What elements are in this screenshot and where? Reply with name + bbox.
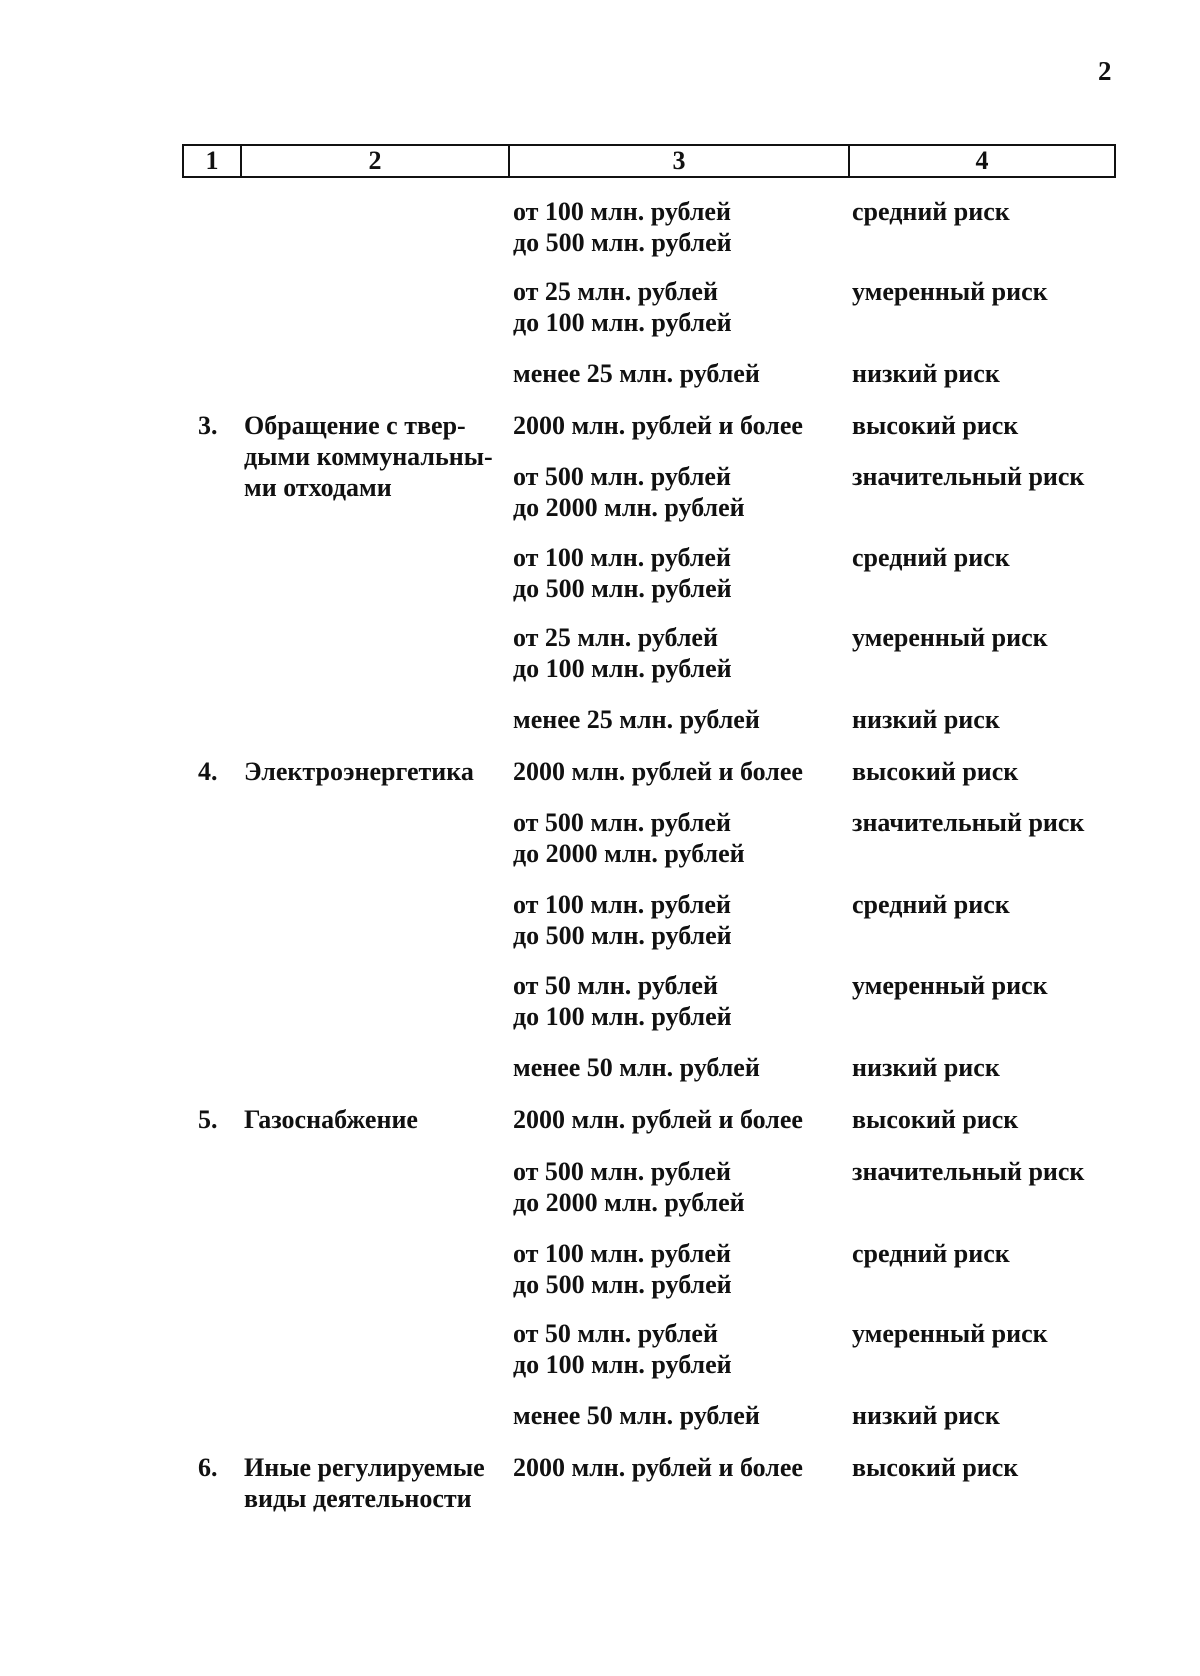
revenue-range: от 50 млн. рублей: [513, 1319, 718, 1348]
risk-category: значительный риск: [852, 808, 1085, 837]
risk-category: значительный риск: [852, 1157, 1085, 1186]
risk-category: умеренный риск: [852, 971, 1048, 1000]
risk-category: средний риск: [852, 543, 1010, 572]
activity-name: Обращение с твер-: [244, 411, 466, 440]
revenue-range: до 500 млн. рублей: [513, 921, 732, 950]
activity-name: Газоснабжение: [244, 1105, 418, 1134]
risk-category: средний риск: [852, 197, 1010, 226]
activity-name: виды деятельности: [244, 1484, 472, 1513]
header-cell-1: 1: [183, 145, 241, 177]
activity-name: ми отходами: [244, 473, 392, 502]
revenue-range: до 2000 млн. рублей: [513, 1188, 745, 1217]
revenue-range: от 25 млн. рублей: [513, 277, 718, 306]
revenue-range: от 100 млн. рублей: [513, 197, 731, 226]
revenue-range: от 500 млн. рублей: [513, 1157, 731, 1186]
risk-category: высокий риск: [852, 757, 1019, 786]
revenue-range: менее 50 млн. рублей: [513, 1401, 760, 1430]
risk-category: умеренный риск: [852, 623, 1048, 652]
revenue-range: от 100 млн. рублей: [513, 1239, 731, 1268]
activity-name: дыми коммунальны-: [244, 442, 493, 471]
revenue-range: от 100 млн. рублей: [513, 890, 731, 919]
revenue-range: до 500 млн. рублей: [513, 228, 732, 257]
revenue-range: 2000 млн. рублей и более: [513, 757, 803, 786]
revenue-range: от 100 млн. рублей: [513, 543, 731, 572]
revenue-range: от 500 млн. рублей: [513, 808, 731, 837]
revenue-range: менее 25 млн. рублей: [513, 359, 760, 388]
header-cell-3: 3: [509, 145, 849, 177]
revenue-range: до 100 млн. рублей: [513, 1002, 732, 1031]
revenue-range: 2000 млн. рублей и более: [513, 1105, 803, 1134]
risk-category: значительный риск: [852, 462, 1085, 491]
header-cell-4: 4: [849, 145, 1115, 177]
revenue-range: от 25 млн. рублей: [513, 623, 718, 652]
risk-category: низкий риск: [852, 1053, 1000, 1082]
risk-category: высокий риск: [852, 411, 1019, 440]
revenue-range: до 100 млн. рублей: [513, 1350, 732, 1379]
activity-name: Иные регулируемые: [244, 1453, 485, 1482]
revenue-range: от 50 млн. рублей: [513, 971, 718, 1000]
risk-category: низкий риск: [852, 705, 1000, 734]
revenue-range: менее 25 млн. рублей: [513, 705, 760, 734]
risk-category: низкий риск: [852, 359, 1000, 388]
risk-category: высокий риск: [852, 1105, 1019, 1134]
row-number: 6.: [198, 1453, 218, 1482]
risk-category: умеренный риск: [852, 1319, 1048, 1348]
risk-category: умеренный риск: [852, 277, 1048, 306]
row-number: 5.: [198, 1105, 218, 1134]
risk-category: средний риск: [852, 1239, 1010, 1268]
revenue-range: до 100 млн. рублей: [513, 308, 732, 337]
revenue-range: до 100 млн. рублей: [513, 654, 732, 683]
risk-category: высокий риск: [852, 1453, 1019, 1482]
risk-category: средний риск: [852, 890, 1010, 919]
revenue-range: менее 50 млн. рублей: [513, 1053, 760, 1082]
revenue-range: 2000 млн. рублей и более: [513, 411, 803, 440]
revenue-range: 2000 млн. рублей и более: [513, 1453, 803, 1482]
row-number: 3.: [198, 411, 218, 440]
page-number: 2: [1098, 56, 1112, 86]
revenue-range: до 2000 млн. рублей: [513, 839, 745, 868]
activity-name: Электроэнергетика: [244, 757, 474, 786]
revenue-range: до 500 млн. рублей: [513, 1270, 732, 1299]
row-number: 4.: [198, 757, 218, 786]
risk-category: низкий риск: [852, 1401, 1000, 1430]
revenue-range: от 500 млн. рублей: [513, 462, 731, 491]
header-cell-2: 2: [241, 145, 509, 177]
revenue-range: до 2000 млн. рублей: [513, 493, 745, 522]
revenue-range: до 500 млн. рублей: [513, 574, 732, 603]
